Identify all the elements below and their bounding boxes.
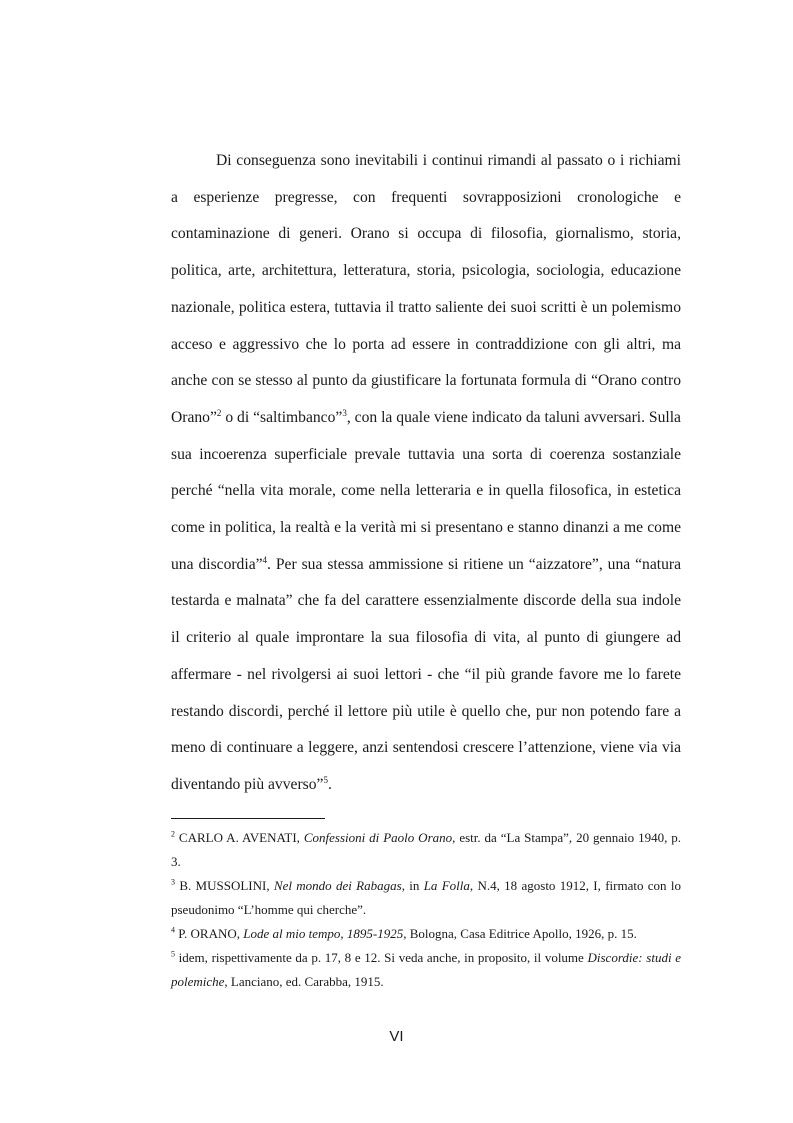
footnote-text: B. MUSSOLINI, bbox=[175, 878, 274, 893]
footnote-title: Discordie: studi e polemiche bbox=[171, 950, 682, 989]
footnote-2 bbox=[171, 826, 681, 874]
footnote-ref-4[interactable]: 4 bbox=[262, 554, 268, 565]
footnote-number: 2 bbox=[171, 829, 175, 839]
footnote-text: , in bbox=[401, 878, 424, 893]
footnote-text: P. ORANO, bbox=[175, 926, 244, 941]
footnote-title: La Folla bbox=[423, 878, 470, 893]
footnote-number: 3 bbox=[171, 877, 175, 887]
footnote-5 bbox=[171, 946, 681, 994]
footnote-text: CARLO A. AVENATI, bbox=[175, 830, 304, 845]
footnote-separator bbox=[171, 818, 325, 819]
body-text-segment: . bbox=[327, 775, 332, 793]
body-text-segment: Di conseguenza sono inevitabili i continui rimandi al passato o i richiami a esperienze pregresse, con frequenti sovrapposizioni cronologiche e contaminazione di generi. Orano si occupa di filosofia, giornalismo, storia, politica, arte, architettura, letteratura, storia, psicologia, sociologia, educazione nazionale, politica estera, tuttavia il tratto saliente dei suoi scritti è un polemismo acceso e aggressivo che lo porta ad essere in contraddizione con gli altri, ma anche con se stesso al punto da giustificare la fortunata formula di “Orano contro Orano” bbox=[171, 152, 681, 426]
body-paragraph bbox=[171, 143, 681, 804]
footnote-text: idem, rispettivamente da p. 17, 8 e 12. Si veda anche, in proposito, il volume bbox=[175, 950, 588, 965]
footnote-3 bbox=[171, 874, 681, 922]
footnote-number: 4 bbox=[171, 925, 175, 935]
footnote-text: , Bologna, Casa Editrice Apollo, 1926, p. 15. bbox=[403, 926, 637, 941]
page-number: VI bbox=[389, 1028, 404, 1045]
footnote-title: Lode al mio tempo, 1895-1925 bbox=[243, 926, 404, 941]
footnote-title: Nel mondo dei Rabagas bbox=[273, 878, 402, 893]
body-text-segment: . Per sua stessa ammissione si ritiene un “aizzatore”, una “natura testarda e malnata” che fa del carattere essenzialmente discorde della sua indole il criterio al quale improntare la sua filosofia di vita, al punto di giungere ad affermare - nel rivolgersi ai suoi lettori - che “il più grande favore me lo farete restando discordi, perché il lettore più utile è quello che, pur non potendo fare a meno di continuare a leggere, anzi sentendosi crescere l’attenzione, viene via via diventando più avverso” bbox=[171, 555, 682, 793]
footnote-4 bbox=[171, 922, 681, 946]
footnote-title: Confessioni di Paolo Orano bbox=[303, 830, 453, 845]
body-text-segment: o di “saltimbanco” bbox=[221, 408, 343, 426]
footnotes bbox=[171, 826, 681, 994]
footnote-text: , N.4, 18 agosto 1912, I, firmato con lo pseudonimo “L’homme qui cherche”. bbox=[171, 878, 681, 917]
footnote-text: , Lanciano, ed. Carabba, 1915. bbox=[224, 974, 384, 989]
footnote-ref-5[interactable]: 5 bbox=[323, 774, 328, 785]
footnote-number: 5 bbox=[171, 949, 175, 959]
body-text-segment: , con la quale viene indicato da taluni avversari. Sulla sua incoerenza superficiale prevale tuttavia una sorta di coerenza sostanziale perché “nella vita morale, come nella letteraria e in quella filosofica, in estetica come in politica, la realtà e la verità mi si presentano e stanno dinanzi a me come una discordia” bbox=[171, 408, 681, 573]
footnote-ref-2[interactable]: 2 bbox=[216, 407, 222, 418]
footnote-ref-3[interactable]: 3 bbox=[342, 407, 347, 418]
footnote-text: , estr. da “La Stampa”, 20 gennaio 1940, p. 3. bbox=[171, 830, 681, 869]
